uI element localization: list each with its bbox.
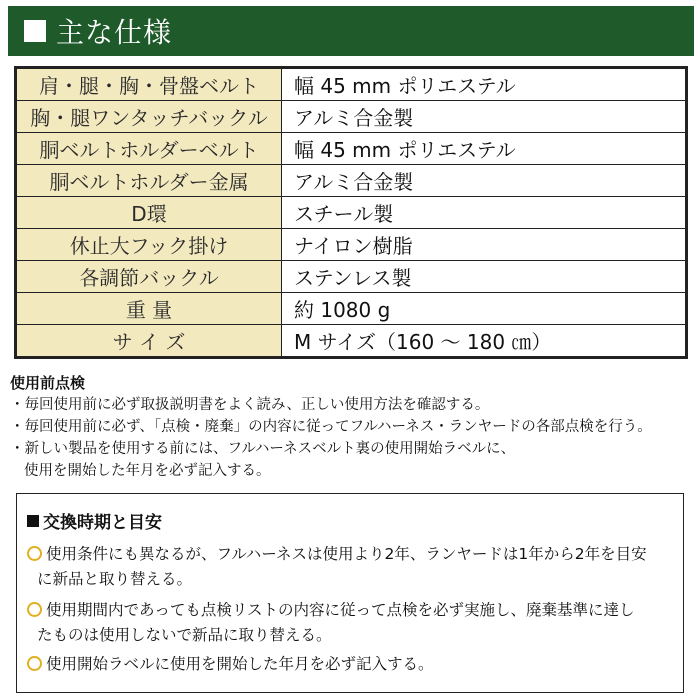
spec-table (14, 66, 688, 359)
spec-label: 各調節バックル (16, 261, 282, 293)
spec-value: アルミ合金製 (282, 101, 687, 133)
table-row (16, 68, 687, 101)
replacement-item (27, 652, 677, 677)
spec-label: 胴ベルトホルダーベルト (16, 133, 282, 165)
table-row (16, 261, 687, 293)
replacement-box (16, 493, 684, 693)
replacement-item (27, 598, 677, 648)
replacement-item (27, 542, 677, 592)
table-row (16, 197, 687, 229)
circle-bullet-icon (27, 546, 42, 561)
table-row (16, 133, 687, 165)
spec-value: ステンレス製 (282, 261, 687, 293)
section-header (8, 6, 694, 56)
spec-value: 幅 45 mm ポリエステル (282, 68, 687, 101)
table-row (16, 101, 687, 133)
replacement-title: 交換時期と目安 (43, 513, 162, 533)
precheck-line: ・新しい製品を使用する前には、フルハーネスベルト裏の使用開始ラベルに、 (10, 441, 516, 457)
item-text-cont: たものは使用しないで新品に取り替える。 (37, 626, 332, 644)
spec-value: スチール製 (282, 197, 687, 229)
item-text: 使用期間内であっても点検リストの内容に従って点検を必ず実施し、廃棄基準に達し (46, 601, 635, 619)
precheck-line: ・毎回使用前に必ず取扱説明書をよく読み、正しい使用方法を確認する。 (10, 397, 490, 413)
item-text: 使用開始ラベルに使用を開始した年月を必ず記入する。 (46, 655, 434, 673)
square-icon (27, 515, 39, 527)
spec-value: 約 1080 g (282, 293, 687, 325)
table-row (16, 293, 687, 325)
square-icon (24, 20, 46, 42)
precheck-line: 使用を開始した年月を必ず記入する。 (24, 463, 271, 479)
circle-bullet-icon (27, 602, 42, 617)
precheck-line: ・毎回使用前に必ず、「点検・廃棄」の内容に従ってフルハーネス・ランヤードの各部点検を行う。 (10, 419, 652, 435)
replacement-heading (27, 508, 162, 533)
item-text-cont: に新品と取り替える。 (37, 570, 193, 588)
spec-label: 休止大フック掛け (16, 229, 282, 261)
precheck-title: 使用前点検 (10, 374, 86, 392)
table-row (16, 229, 687, 261)
table-row (16, 325, 687, 358)
spec-value: 幅 45 mm ポリエステル (282, 133, 687, 165)
spec-label: サ イ ズ (16, 325, 282, 358)
precheck-section (10, 372, 694, 482)
spec-label: 胸・腿ワンタッチバックル (16, 101, 282, 133)
circle-bullet-icon (27, 656, 42, 671)
spec-label: 重 量 (16, 293, 282, 325)
table-row (16, 165, 687, 197)
spec-value: アルミ合金製 (282, 165, 687, 197)
item-text: 使用条件にも異なるが、フルハーネスは使用より2年、ランヤードは1年から2年を目安 (46, 545, 647, 563)
spec-label: D環 (16, 197, 282, 229)
spec-value: M サイズ（160 ～ 180 ㎝） (282, 325, 687, 358)
spec-value: ナイロン樹脂 (282, 229, 687, 261)
spec-label: 胴ベルトホルダー金属 (16, 165, 282, 197)
spec-label: 肩・腿・胸・骨盤ベルト (16, 68, 282, 101)
page-title: 主な仕様 (56, 16, 173, 49)
